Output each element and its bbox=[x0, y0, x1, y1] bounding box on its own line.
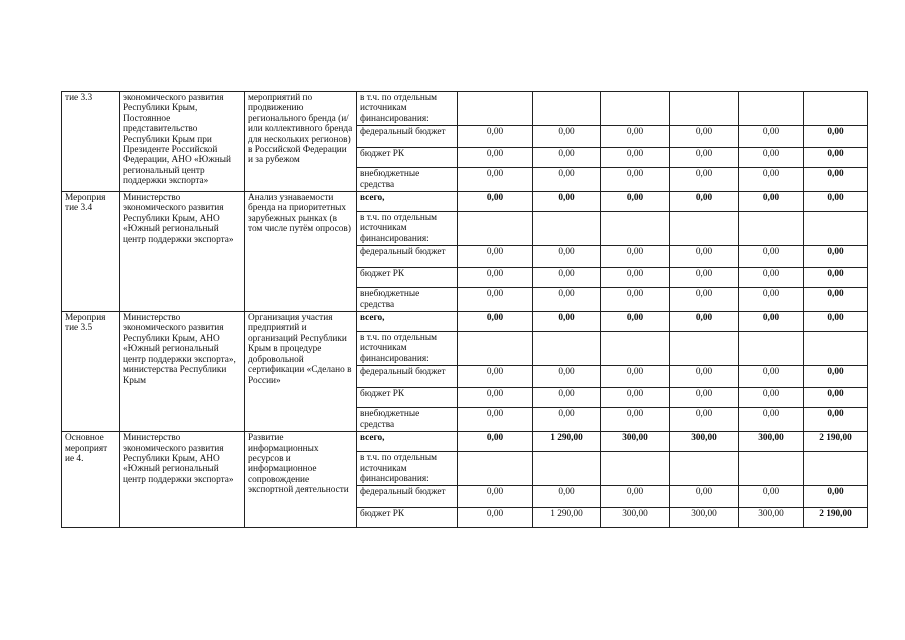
executor-cell: Министерство экономического развития Республики Крым, АНО «Южный региональный центр поддержки экспорта» bbox=[120, 432, 245, 528]
year-value-cell: 300,00 bbox=[670, 508, 739, 528]
year-value-cell: 0,00 bbox=[670, 192, 739, 212]
year-value-cell: 0,00 bbox=[670, 312, 739, 332]
year-value-cell: 0,00 bbox=[601, 312, 670, 332]
total-value-cell bbox=[804, 92, 868, 126]
year-value-cell: 0,00 bbox=[670, 366, 739, 388]
event-description-cell: мероприятий по продвижению регионального бренда (и/или коллективного бренда для нескольких регионов) в Российской Федерации и за рубежом bbox=[245, 92, 357, 192]
year-value-cell: 0,00 bbox=[458, 312, 533, 332]
event-description-cell: Организация участия предприятий и организаций Республики Крым в процедуре добровольной сертификации «Сделано в России» bbox=[245, 312, 357, 432]
funding-source-label: в т.ч. по отдельным источникам финансирования: bbox=[357, 452, 458, 486]
year-value-cell: 0,00 bbox=[458, 168, 533, 192]
year-value-cell: 0,00 bbox=[458, 366, 533, 388]
year-value-cell bbox=[670, 332, 739, 366]
year-value-cell: 0,00 bbox=[670, 268, 739, 288]
total-value-cell: 0,00 bbox=[804, 486, 868, 508]
year-value-cell: 0,00 bbox=[458, 148, 533, 168]
year-value-cell: 0,00 bbox=[458, 126, 533, 148]
year-value-cell: 0,00 bbox=[533, 408, 601, 432]
financing-table bbox=[61, 91, 868, 528]
year-value-cell: 0,00 bbox=[739, 126, 804, 148]
year-value-cell: 0,00 bbox=[601, 408, 670, 432]
total-value-cell: 0,00 bbox=[804, 126, 868, 148]
funding-source-label: внебюджетные средства bbox=[357, 168, 458, 192]
funding-source-label: федеральный бюджет bbox=[357, 246, 458, 268]
year-value-cell: 0,00 bbox=[601, 126, 670, 148]
year-value-cell bbox=[533, 92, 601, 126]
year-value-cell: 0,00 bbox=[533, 148, 601, 168]
year-value-cell: 0,00 bbox=[601, 168, 670, 192]
year-value-cell: 0,00 bbox=[458, 288, 533, 312]
year-value-cell: 0,00 bbox=[739, 312, 804, 332]
year-value-cell bbox=[533, 332, 601, 366]
total-value-cell: 0,00 bbox=[804, 268, 868, 288]
year-value-cell: 0,00 bbox=[670, 486, 739, 508]
year-value-cell: 0,00 bbox=[601, 486, 670, 508]
funding-source-label: федеральный бюджет bbox=[357, 126, 458, 148]
year-value-cell bbox=[739, 332, 804, 366]
total-value-cell: 0,00 bbox=[804, 366, 868, 388]
year-value-cell: 0,00 bbox=[739, 268, 804, 288]
year-value-cell: 300,00 bbox=[670, 432, 739, 452]
total-value-cell: 0,00 bbox=[804, 312, 868, 332]
event-description-cell: Развитие информационных ресурсов и информационное сопровождение экспортной деятельности bbox=[245, 432, 357, 528]
funding-source-label: бюджет РК bbox=[357, 388, 458, 408]
year-value-cell: 0,00 bbox=[533, 168, 601, 192]
total-value-cell: 0,00 bbox=[804, 168, 868, 192]
year-value-cell: 0,00 bbox=[533, 312, 601, 332]
year-value-cell bbox=[739, 452, 804, 486]
funding-source-label: внебюджетные средства bbox=[357, 408, 458, 432]
year-value-cell: 1 290,00 bbox=[533, 432, 601, 452]
event-number-cell: тие 3.3 bbox=[62, 92, 120, 192]
event-number-cell: Мероприя тие 3.4 bbox=[62, 192, 120, 312]
year-value-cell: 0,00 bbox=[670, 148, 739, 168]
year-value-cell: 0,00 bbox=[458, 408, 533, 432]
year-value-cell: 0,00 bbox=[601, 366, 670, 388]
year-value-cell: 0,00 bbox=[533, 366, 601, 388]
total-value-cell: 0,00 bbox=[804, 192, 868, 212]
event-number-cell: Мероприя тие 3.5 bbox=[62, 312, 120, 432]
year-value-cell: 0,00 bbox=[458, 432, 533, 452]
funding-source-label: федеральный бюджет bbox=[357, 366, 458, 388]
year-value-cell: 0,00 bbox=[601, 388, 670, 408]
year-value-cell bbox=[533, 452, 601, 486]
total-value-cell bbox=[804, 212, 868, 246]
funding-source-label: всего, bbox=[357, 192, 458, 212]
total-value-cell: 0,00 bbox=[804, 388, 868, 408]
year-value-cell: 1 290,00 bbox=[533, 508, 601, 528]
year-value-cell bbox=[601, 452, 670, 486]
year-value-cell: 0,00 bbox=[601, 148, 670, 168]
year-value-cell bbox=[458, 92, 533, 126]
year-value-cell: 0,00 bbox=[670, 408, 739, 432]
year-value-cell: 300,00 bbox=[739, 432, 804, 452]
year-value-cell: 0,00 bbox=[533, 192, 601, 212]
year-value-cell: 0,00 bbox=[458, 508, 533, 528]
year-value-cell: 0,00 bbox=[533, 388, 601, 408]
funding-source-label: бюджет РК bbox=[357, 148, 458, 168]
table-row bbox=[62, 312, 868, 332]
funding-source-label: всего, bbox=[357, 432, 458, 452]
year-value-cell: 0,00 bbox=[739, 486, 804, 508]
year-value-cell: 0,00 bbox=[458, 192, 533, 212]
total-value-cell: 2 190,00 bbox=[804, 508, 868, 528]
event-number-cell: Основное мероприят ие 4. bbox=[62, 432, 120, 528]
executor-cell: экономического развития Республики Крым, Постоянное представительство Республики Крым при Президенте Российской Федерации, АНО «Южный региональный центр поддержки экспорта» bbox=[120, 92, 245, 192]
total-value-cell bbox=[804, 452, 868, 486]
year-value-cell: 0,00 bbox=[458, 486, 533, 508]
year-value-cell bbox=[739, 212, 804, 246]
year-value-cell bbox=[458, 452, 533, 486]
event-description-cell: Анализ узнаваемости бренда на приоритетных зарубежных рынках (в том числе путём опросов) bbox=[245, 192, 357, 312]
year-value-cell bbox=[601, 212, 670, 246]
year-value-cell bbox=[601, 92, 670, 126]
year-value-cell bbox=[533, 212, 601, 246]
funding-source-label: внебюджетные средства bbox=[357, 288, 458, 312]
year-value-cell: 300,00 bbox=[739, 508, 804, 528]
funding-source-label: федеральный бюджет bbox=[357, 486, 458, 508]
year-value-cell: 0,00 bbox=[601, 192, 670, 212]
total-value-cell: 0,00 bbox=[804, 288, 868, 312]
year-value-cell: 300,00 bbox=[601, 432, 670, 452]
year-value-cell bbox=[670, 452, 739, 486]
year-value-cell: 0,00 bbox=[533, 486, 601, 508]
table-row bbox=[62, 432, 868, 452]
year-value-cell: 0,00 bbox=[739, 366, 804, 388]
year-value-cell: 0,00 bbox=[458, 246, 533, 268]
year-value-cell: 0,00 bbox=[739, 246, 804, 268]
year-value-cell: 0,00 bbox=[739, 168, 804, 192]
year-value-cell: 0,00 bbox=[670, 388, 739, 408]
year-value-cell: 0,00 bbox=[601, 268, 670, 288]
table-row bbox=[62, 92, 868, 126]
year-value-cell: 0,00 bbox=[533, 246, 601, 268]
year-value-cell: 0,00 bbox=[458, 268, 533, 288]
funding-source-label: в т.ч. по отдельным источникам финансирования: bbox=[357, 332, 458, 366]
total-value-cell: 0,00 bbox=[804, 148, 868, 168]
total-value-cell: 2 190,00 bbox=[804, 432, 868, 452]
year-value-cell: 0,00 bbox=[670, 168, 739, 192]
year-value-cell bbox=[458, 212, 533, 246]
year-value-cell: 0,00 bbox=[739, 148, 804, 168]
executor-cell: Министерство экономического развития Республики Крым, АНО «Южный региональный центр поддержки экспорта», министерства Республики Крым bbox=[120, 312, 245, 432]
total-value-cell bbox=[804, 332, 868, 366]
year-value-cell: 0,00 bbox=[533, 288, 601, 312]
year-value-cell: 0,00 bbox=[458, 388, 533, 408]
year-value-cell: 0,00 bbox=[739, 388, 804, 408]
year-value-cell bbox=[670, 212, 739, 246]
total-value-cell: 0,00 bbox=[804, 246, 868, 268]
executor-cell: Министерство экономического развития Республики Крым, АНО «Южный региональный центр поддержки экспорта» bbox=[120, 192, 245, 312]
year-value-cell: 0,00 bbox=[739, 408, 804, 432]
year-value-cell: 0,00 bbox=[670, 126, 739, 148]
year-value-cell: 0,00 bbox=[670, 246, 739, 268]
year-value-cell: 0,00 bbox=[533, 126, 601, 148]
funding-source-label: в т.ч. по отдельным источникам финансирования: bbox=[357, 212, 458, 246]
year-value-cell: 0,00 bbox=[670, 288, 739, 312]
year-value-cell bbox=[670, 92, 739, 126]
year-value-cell bbox=[739, 92, 804, 126]
year-value-cell: 0,00 bbox=[533, 268, 601, 288]
year-value-cell: 0,00 bbox=[601, 288, 670, 312]
total-value-cell: 0,00 bbox=[804, 408, 868, 432]
year-value-cell: 0,00 bbox=[739, 288, 804, 312]
funding-source-label: бюджет РК bbox=[357, 508, 458, 528]
funding-source-label: всего, bbox=[357, 312, 458, 332]
table-row bbox=[62, 192, 868, 212]
year-value-cell bbox=[601, 332, 670, 366]
funding-source-label: в т.ч. по отдельным источникам финансирования: bbox=[357, 92, 458, 126]
funding-source-label: бюджет РК bbox=[357, 268, 458, 288]
year-value-cell: 300,00 bbox=[601, 508, 670, 528]
year-value-cell bbox=[458, 332, 533, 366]
year-value-cell: 0,00 bbox=[601, 246, 670, 268]
year-value-cell: 0,00 bbox=[739, 192, 804, 212]
